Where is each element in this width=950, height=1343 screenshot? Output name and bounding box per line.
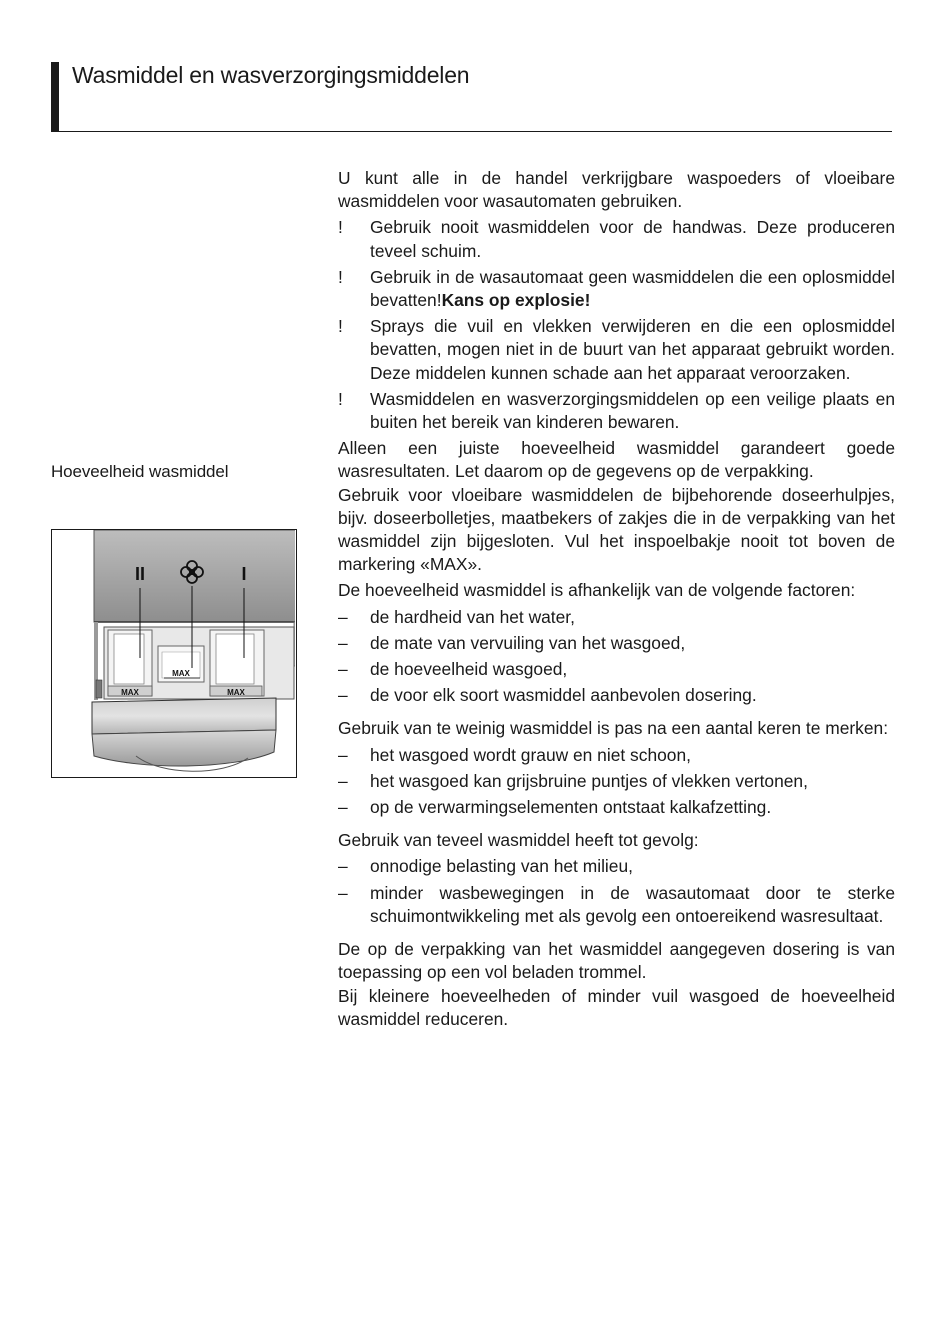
list-item	[338, 770, 895, 793]
dash-mark: –	[338, 797, 348, 818]
list-item	[338, 855, 895, 878]
warning-text: Gebruik in de wasautomaat geen wasmiddelen die een oplosmiddel bevatten!	[370, 266, 895, 311]
warning-text: Sprays die vuil en vlekken verwijderen en die een oplosmiddel bevatten, mogen niet in de buurt van het apparaat gebruikt worden. Deze middelen kunnen schade aan het apparaat veroorzaken.	[370, 316, 895, 383]
max-mark-right: MAX	[227, 688, 245, 697]
warning-item	[338, 266, 895, 312]
dash-mark: –	[338, 770, 348, 791]
compartment-label-ii: II	[134, 564, 146, 584]
page-title: Wasmiddel en wasverzorgingsmiddelen	[72, 62, 470, 88]
section-heading: Hoeveelheid wasmiddel	[51, 462, 229, 481]
list-item-text: het wasgoed wordt grauw en niet schoon,	[370, 744, 691, 765]
intro-paragraph: U kunt alle in de handel verkrijgbare waspoeders of vloeibare wasmiddelen voor wasautomaten gebruiken.	[338, 168, 895, 212]
list-item-text: de hoeveelheid wasgoed,	[370, 659, 568, 680]
list-item	[338, 882, 895, 928]
warning-mark: !	[338, 217, 343, 238]
warning-item	[338, 315, 895, 385]
quantity-paragraph: Alleen een juiste hoeveelheid wasmiddel garandeert goede wasresultaten. Let daarom op de gegevens op de verpakking.	[338, 438, 895, 482]
too-much-intro: Gebruik van teveel wasmiddel heeft tot gevolg:	[338, 830, 699, 851]
list-item	[338, 632, 895, 655]
warning-mark: !	[338, 316, 343, 337]
dash-mark: –	[338, 606, 348, 627]
list-item-text: het wasgoed kan grijsbruine puntjes of vlekken vertonen,	[370, 770, 808, 791]
dosage-paragraph: De op de verpakking van het wasmiddel aangegeven dosering is van toepassing op een vol beladen trommel.	[338, 939, 895, 983]
title-accent-bar	[51, 62, 59, 132]
too-little-intro: Gebruik van te weinig wasmiddel is pas na een aantal keren te merken:	[338, 718, 889, 739]
list-item	[338, 796, 895, 819]
list-item-text: de voor elk soort wasmiddel aanbevolen dosering.	[370, 685, 757, 706]
max-mark-left: MAX	[121, 688, 139, 697]
list-item-text: de mate van vervuiling van het wasgoed,	[370, 632, 686, 653]
warning-text: Gebruik nooit wasmiddelen voor de handwas. Deze produceren teveel schuim.	[370, 217, 895, 261]
dash-mark: –	[338, 632, 348, 653]
liquid-paragraph: Gebruik voor vloeibare wasmiddelen de bijbehorende doseerhulpjes, bijv. doseerbolletjes, maatbekers of zakjes die in de verpakking van het wasmiddel zijn bijgesloten. Vul het inspoelbakje nooit tot boven de markering «MAX».	[338, 484, 895, 575]
dash-mark: –	[338, 856, 348, 877]
list-item-text: op de verwarmingselementen ontstaat kalkafzetting.	[370, 797, 772, 818]
list-item	[338, 658, 895, 681]
detergent-drawer-illustration	[52, 530, 295, 776]
factors-intro: De hoeveelheid wasmiddel is afhankelijk van de volgende factoren:	[338, 580, 856, 601]
reduce-paragraph: Bij kleinere hoeveelheden of minder vuil wasgoed de hoeveelheid wasmiddel reduceren.	[338, 985, 895, 1029]
list-item	[338, 744, 895, 767]
warning-mark: !	[338, 266, 343, 287]
list-item	[338, 606, 895, 629]
warning-text: Wasmiddelen en wasverzorgingsmiddelen op een veilige plaats en buiten het bereik van kinderen bewaren.	[370, 388, 895, 433]
list-item	[338, 684, 895, 707]
dash-mark: –	[338, 744, 348, 765]
list-item-text: de hardheid van het water,	[370, 606, 575, 627]
compartment-label-i: I	[241, 564, 247, 584]
detergent-drawer-figure	[51, 529, 297, 778]
max-mark-middle: MAX	[172, 669, 190, 678]
warning-emphasis: Kans op explosie!	[441, 290, 591, 311]
warning-item	[338, 216, 895, 262]
dash-mark: –	[338, 882, 348, 903]
list-item-text: minder wasbewegingen in de wasautomaat door te sterke schuimontwikkeling met als gevolg een ontoereikend wasresultaat.	[370, 882, 895, 926]
warning-mark: !	[338, 388, 343, 409]
main-content	[338, 167, 895, 1031]
dash-mark: –	[338, 685, 348, 706]
list-item-text: onnodige belasting van het milieu,	[370, 856, 633, 877]
dash-mark: –	[338, 659, 348, 680]
title-rule	[51, 131, 892, 132]
warning-item	[338, 388, 895, 434]
